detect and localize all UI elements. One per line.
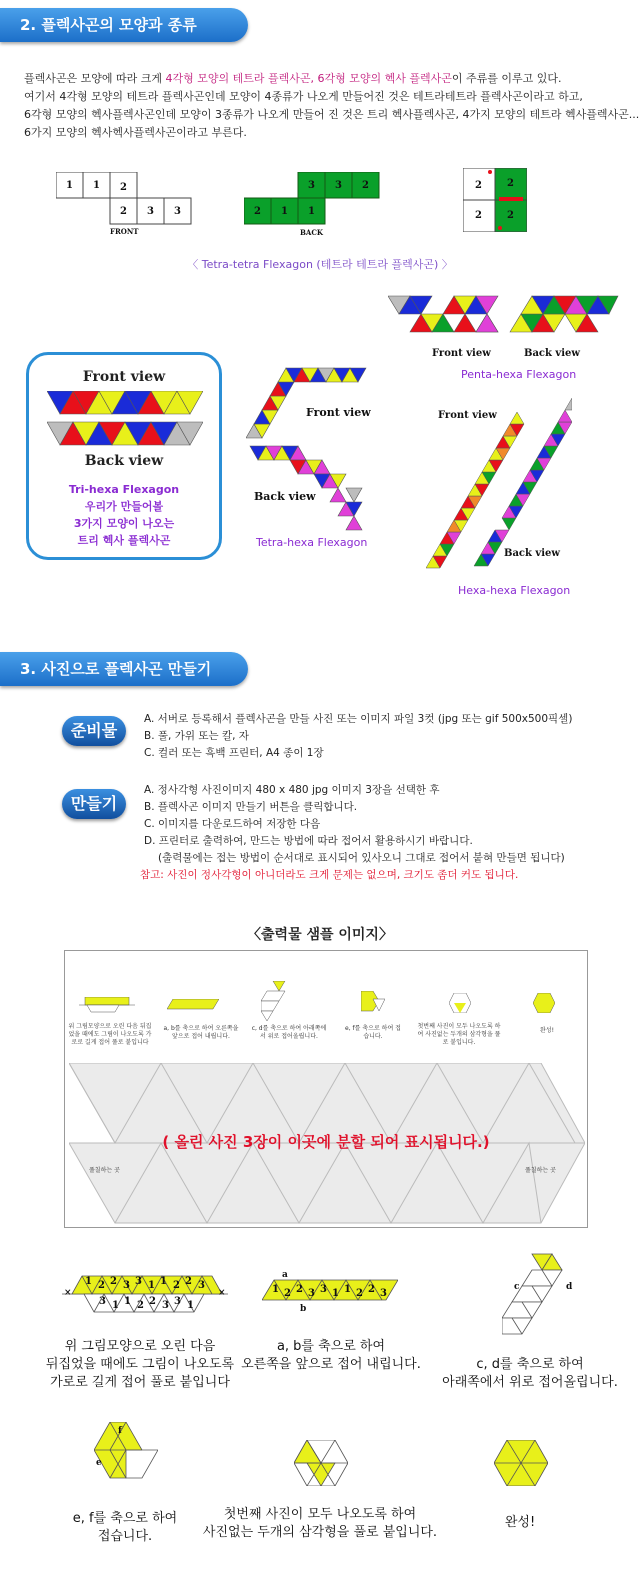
step1-num: 3 [123, 1280, 130, 1291]
hexahexa-front-label: Front view [438, 410, 497, 421]
hexahexa-svg [426, 398, 572, 570]
step1-num: 2 [173, 1280, 180, 1291]
tetra-back-cell: 2 [254, 206, 261, 217]
section-3-header: 3. 사진으로 플렉사곤 만들기 [0, 652, 248, 686]
trihexa-strip-svg [47, 391, 203, 449]
step1-x-right: × [218, 1288, 226, 1298]
tetra-front-cell: 2 [120, 206, 127, 217]
make-badge: 만들기 [62, 789, 126, 819]
step1-bottom-numbers [94, 1296, 214, 1312]
step6-hex-svg [494, 1440, 548, 1486]
tetra-square-cell: 2 [475, 180, 482, 191]
tetra-back-cell: 1 [281, 206, 288, 217]
step4-line-2: 접습니다. [97, 1529, 153, 1544]
step1-num: 1 [124, 1296, 131, 1307]
tetra-front-cell: 2 [120, 182, 127, 193]
step1-num: 1 [148, 1280, 155, 1291]
step1-num: 2 [137, 1300, 144, 1311]
step4-text [50, 1510, 200, 1546]
trihexa-desc-3: 트리 헥사 플렉사곤 [77, 534, 171, 547]
pentahexa-caption: Penta-hexa Flexagon [461, 368, 577, 381]
mini-strip-2 [167, 999, 219, 1011]
sample-sheet [64, 950, 588, 1228]
step3-line-1: c, d를 축으로 하여 [476, 1357, 584, 1372]
step5-line-1: 첫번째 사진이 모두 나오도록 하여 [223, 1507, 417, 1522]
tetra-front-cell: 1 [93, 180, 100, 191]
tetra-square-cell: 2 [475, 210, 482, 221]
step1-num: 3 [198, 1280, 205, 1291]
mini-hex-4 [361, 991, 385, 1013]
step1-num: 3 [99, 1296, 106, 1307]
step2-label-a: a [282, 1270, 288, 1280]
step1-num: 3 [162, 1300, 169, 1311]
step5-line-2: 사진없는 두개의 삼각형을 풀로 붙입니다. [202, 1525, 438, 1540]
step6-text: 완성! [504, 1515, 536, 1530]
step2-line-2: 오른쪽을 앞으로 접어 내립니다. [241, 1357, 421, 1372]
section-2-header: 2. 플렉사곤의 모양과 종류 [0, 8, 248, 42]
step1-num: 1 [187, 1300, 194, 1311]
step1-num: 2 [98, 1280, 105, 1291]
prep-item-a: A. 서버로 등록해서 플렉사곤을 만들 사진 또는 이미지 파일 3컷 (jpg 또는 gif 500x500픽셀) [144, 713, 573, 725]
step1-num: 2 [185, 1276, 192, 1287]
trihexa-desc-1: 우리가 만들어볼 [84, 500, 164, 513]
make-note: 참고: 사진이 정사각형이 아니더라도 크게 문제는 없으며, 크기도 좀더 커도 됩니다. [140, 869, 519, 881]
tetra-back-label: BACK [300, 228, 324, 237]
step4-line-1: e, f를 축으로 하여 [72, 1511, 178, 1526]
tetra-back-cell: 3 [335, 180, 342, 191]
step3-label-c: c [514, 1282, 520, 1292]
make-list [140, 782, 565, 884]
step1-text [30, 1338, 250, 1392]
tetra-back-cell: 3 [308, 180, 315, 191]
tetra-back-cell: 2 [362, 180, 369, 191]
step1-num: 1 [112, 1300, 119, 1311]
step2-label-b: b [300, 1304, 307, 1314]
trihexa-box [26, 352, 222, 560]
step1-num: 2 [149, 1296, 156, 1307]
step2-numbers [268, 1284, 398, 1300]
step4-label-e: e [96, 1458, 102, 1468]
intro-line-1c: 이 주류를 이루고 있다. [451, 72, 562, 85]
pentahexa-svg [388, 294, 620, 348]
hexahexa-caption: Hexa-hexa Flexagon [458, 584, 571, 597]
trihexa-front-label: Front view [82, 369, 166, 385]
step2-num: 2 [356, 1288, 363, 1299]
step2-num: 2 [368, 1284, 375, 1295]
glue-label-left: 풀칠하는 곳 [89, 1167, 120, 1174]
step1-top-numbers [80, 1276, 220, 1292]
step4-hex-svg [94, 1422, 158, 1480]
tetra-front-cell: 3 [174, 206, 181, 217]
trihexa-desc-2: 3가지 모양이 나오는 [73, 517, 175, 530]
trihexa-name: Tri-hexa Flexagon [68, 483, 180, 496]
mini-strip-1 [79, 997, 135, 1013]
step5-hex-svg [294, 1440, 348, 1486]
trihexa-back-label: Back view [84, 453, 164, 469]
step3-label-d: d [566, 1282, 573, 1292]
mini-caption-1: 위 그림모양으로 오린 다음 뒤집었을 때에도 그림이 나오도록 가로로 길게 접어 풀로 붙입니다 [68, 1023, 152, 1046]
tetra-front-net [56, 172, 196, 236]
step2-num: 2 [284, 1288, 291, 1299]
step2-num: 1 [272, 1284, 279, 1295]
mini-hex-5 [449, 993, 471, 1013]
step2-num: 1 [332, 1288, 339, 1299]
tetra-square-cell: 2 [507, 178, 514, 189]
step1-num: 1 [85, 1276, 92, 1287]
intro-text [24, 70, 639, 142]
step2-num: 3 [308, 1288, 315, 1299]
tetra-square-svg [463, 168, 527, 232]
intro-line-4: 6가지 모양의 헥사헥사플렉사곤이라고 부른다. [24, 126, 247, 139]
tetra-front-cell: 3 [147, 206, 154, 217]
make-item-c: C. 이미지를 다운로드하여 저장한 다음 [144, 818, 321, 830]
tetrahexa-back-label: Back view [254, 490, 316, 503]
tetra-back-cell: 1 [308, 206, 315, 217]
prep-badge: 준비물 [62, 716, 126, 746]
step3-strip-svg [502, 1250, 572, 1342]
intro-line-1a: 플렉사곤은 모양에 따라 크게 [24, 72, 166, 85]
step3-line-2: 아래쪽에서 위로 접어올립니다. [442, 1375, 618, 1390]
intro-line-1-highlight: 4각형 모양의 테트라 플렉사곤, 6각형 모양의 헥사 플렉사곤 [165, 72, 452, 85]
step2-text [236, 1338, 426, 1374]
mini-caption-2: a, b를 축으로 하여 오른쪽을 앞으로 접어 내립니다. [163, 1025, 239, 1040]
prep-list [144, 711, 572, 762]
step2-line-1: a, b를 축으로 하여 [276, 1339, 386, 1354]
intro-line-2: 여기서 4각형 모양의 테트라 플렉사곤인데 모양이 4종류가 나오게 만들어진 것은 테트라테트라 플렉사곤이라고 하고, [24, 90, 583, 103]
step3-text [420, 1356, 640, 1392]
step2-num: 2 [296, 1284, 303, 1295]
pentahexa-front-label: Front view [432, 348, 491, 359]
step1-num: 2 [110, 1276, 117, 1287]
step4-label-f: f [118, 1426, 122, 1436]
tetrahexa-caption: Tetra-hexa Flexagon [256, 536, 368, 549]
mini-caption-3: c, d를 축으로 하여 아래쪽에서 위로 접어올립니다. [251, 1025, 327, 1040]
prep-item-c: C. 컬러 또는 흑백 프린터, A4 종이 1장 [144, 747, 324, 759]
tetra-front-cell: 1 [66, 180, 73, 191]
step5-text [190, 1506, 450, 1542]
step1-line-3: 가로로 길게 접어 풀로 붙입니다 [50, 1375, 230, 1390]
mini-caption-6: 완성! [540, 1027, 554, 1034]
tetra-back-net [244, 172, 384, 236]
make-item-d: D. 프린터로 출력하여, 만드는 방법에 따라 접어서 활용하시기 바랍니다. [144, 835, 473, 847]
step1-num: 3 [174, 1296, 181, 1307]
pentahexa-back-label: Back view [524, 348, 581, 359]
tetra-square [463, 168, 527, 232]
sample-title: 〈출력물 샘플 이미지〉 [247, 927, 393, 943]
step1-line-1: 위 그림모양으로 오린 다음 [64, 1339, 216, 1354]
make-item-e: (출력물에는 접는 방법이 순서대로 표시되어 있사오니 그대로 접어서 붙혀 만들면 됩니다) [158, 852, 565, 864]
mini-caption-5: 첫번째 사진이 모두 나오도록 하여 사진없는 두개의 삼각형을 풀로 붙입니다. [417, 1023, 501, 1046]
make-item-b: B. 플렉사곤 이미지 만들기 버튼을 클릭합니다. [144, 801, 358, 813]
hexahexa-back-label: Back view [504, 548, 561, 559]
step2-num: 3 [320, 1284, 327, 1295]
tetrahexa-svg [246, 360, 370, 532]
step1-x-left: × [64, 1288, 72, 1298]
step2-num: 1 [344, 1284, 351, 1295]
mini-strip-3 [261, 981, 291, 1021]
tetra-tetra-caption: 〈 Tetra-tetra Flexagon (테트라 테트라 플렉사곤) 〉 [187, 258, 453, 271]
step1-line-2: 뒤집었을 때에도 그림이 나오도록 [45, 1357, 235, 1372]
step1-num: 3 [135, 1276, 142, 1287]
tetra-square-cell: 2 [507, 210, 514, 221]
step2-num: 3 [380, 1288, 387, 1299]
intro-line-3: 6각형 모양의 헥사플렉사곤인데 모양이 3종류가 나오게 만들어 진 것은 트리 헥사플렉사곤, 4가지 모양의 테트라 헥사플렉사곤... [24, 108, 640, 121]
mini-caption-4: e, f를 축으로 하여 접습니다. [345, 1025, 401, 1040]
step1-num: 1 [160, 1276, 167, 1287]
trihexa-description [29, 481, 219, 549]
make-item-a: A. 정사각형 사진이미지 480 x 480 jpg 이미지 3장을 선택한 후 [144, 784, 440, 796]
mini-hex-6 [533, 993, 555, 1013]
tetrahexa-front-label: Front view [306, 406, 371, 419]
prep-item-b: B. 풀, 가위 또는 칼, 자 [144, 730, 249, 742]
tetra-front-label: FRONT [110, 227, 139, 236]
glue-label-right: 풀칠하는 곳 [525, 1167, 556, 1174]
print-overlay-text: ( 올린 사진 3장이 이곳에 분할 되어 표시됩니다.) [162, 1133, 490, 1151]
